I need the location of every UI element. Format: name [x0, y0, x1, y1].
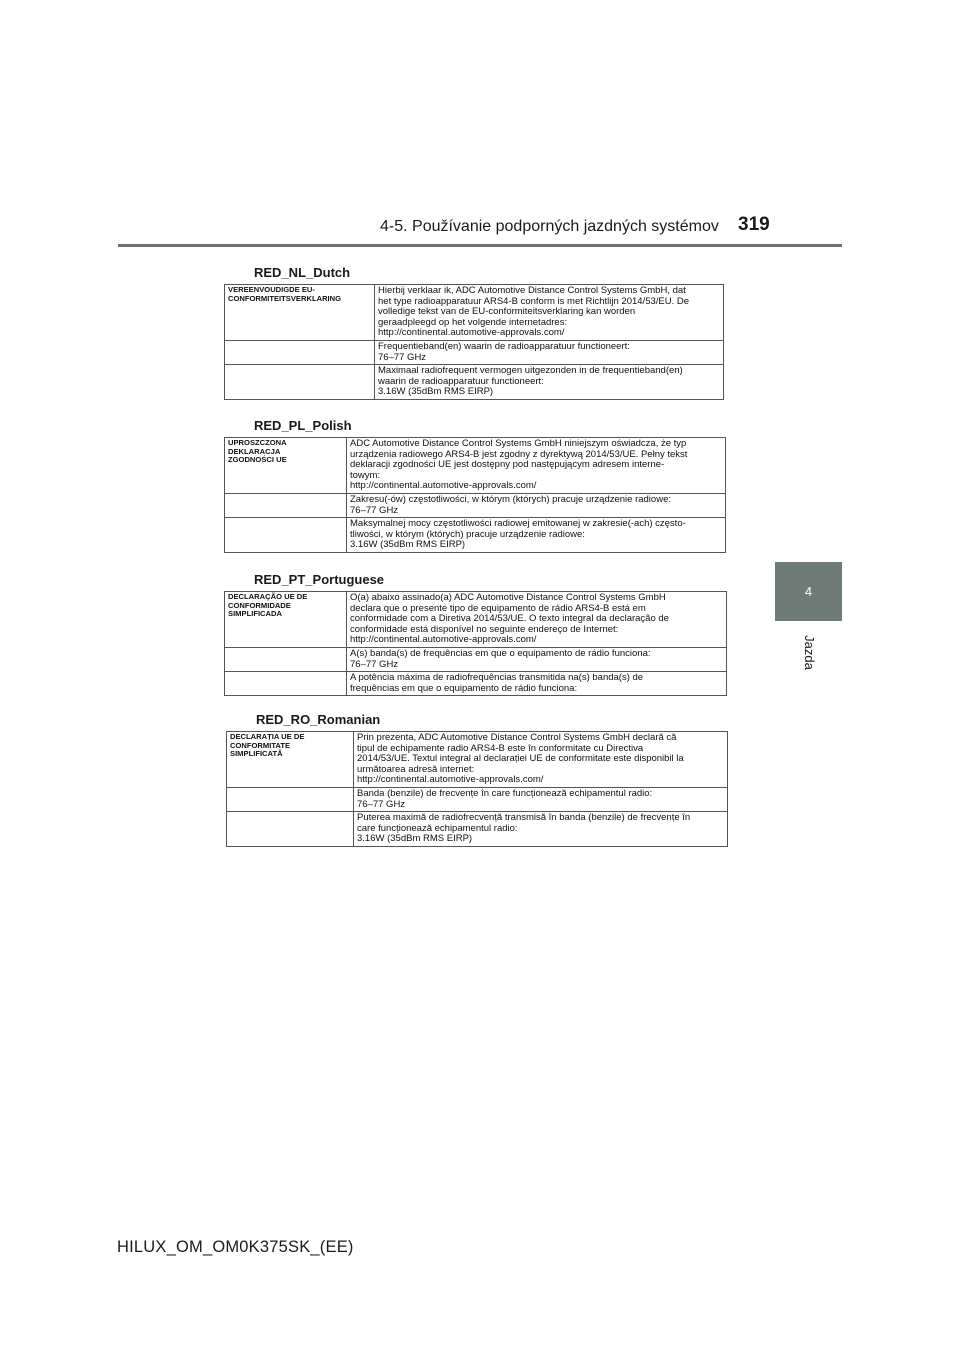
text-line: care funcționează echipamentul radio: [357, 822, 518, 834]
table-row [227, 787, 728, 811]
label-line: CONFORMITEITSVERKLARING [228, 293, 342, 303]
label-line: CONFORMIDADE [228, 600, 291, 610]
page-number: 319 [738, 214, 770, 235]
chapter-label [776, 628, 842, 676]
frequency-band-cell [354, 787, 728, 811]
declaration-section-romanian [226, 713, 728, 847]
section-heading: RED_NL_Dutch [254, 265, 351, 280]
section-heading: RED_PL_Polish [254, 418, 352, 433]
declaration-text-cell [347, 592, 727, 648]
frequency-band-cell [347, 647, 727, 671]
text-line: 76–77 GHz [378, 351, 427, 363]
label-line: DECLARAÇÃO UE DE [228, 592, 308, 601]
section-heading: RED_RO_Romanian [256, 712, 381, 727]
table-row [225, 592, 727, 648]
declaration-section-portuguese [224, 573, 727, 696]
section-heading: RED_PT_Portuguese [254, 572, 385, 587]
empty-label-cell [227, 787, 354, 811]
text-line: http://continental.automotive-approvals.com/ [378, 327, 565, 339]
text-line: volledige tekst van de EU-conformiteitsverklaring kan worden [378, 306, 636, 318]
text-line: 76–77 GHz [350, 658, 399, 670]
max-power-cell [375, 365, 724, 400]
empty-label-cell [225, 518, 347, 553]
chapter-tab [775, 562, 842, 621]
frequency-band-cell [375, 340, 724, 364]
declaration-table [224, 437, 726, 553]
text-line: 3.16W (35dBm RMS EIRP) [378, 386, 494, 398]
text-line: geraadpleegd op het volgende internetadres: [378, 316, 568, 328]
max-power-cell [354, 812, 728, 847]
chapter-label-text: Jazda [801, 634, 817, 670]
text-line: 3.16W (35dBm RMS EIRP) [350, 539, 466, 551]
page-header-title: 4-5. Používanie podporných jazdných systémov [380, 218, 719, 235]
text-line: ADC Automotive Distance Control Systems GmbH niniejszym oświadcza, że typ [350, 438, 687, 449]
text-line: tliwości, w którym (których) pracuje urządzenie radiowe: [350, 528, 585, 540]
label-line: SIMPLIFICATĂ [230, 749, 283, 759]
declaration-section-dutch [224, 266, 724, 400]
text-line: Banda (benzile) de frecvențe în care funcționează echipamentul radio: [357, 787, 653, 799]
text-line: A(s) banda(s) de frequências em que o equipamento de rádio funciona: [350, 647, 651, 659]
declaration-text-cell [375, 285, 724, 341]
chapter-number: 4 [804, 584, 813, 599]
text-line: 76–77 GHz [357, 798, 406, 810]
declaration-section-polish [224, 419, 726, 553]
empty-label-cell [225, 672, 347, 696]
max-power-cell [347, 518, 726, 553]
text-line: următoarea adresă internet: [357, 763, 475, 775]
declaration-text-cell [354, 732, 728, 788]
label-line: ZGODNOŚCI UE [228, 455, 287, 465]
text-line: Zakresu(-ów) częstotliwości, w którym (których) pracuje urządzenie radiowe: [350, 493, 671, 505]
text-line: http://continental.automotive-approvals.com/ [350, 634, 537, 646]
table-row [225, 365, 724, 400]
header-divider [118, 244, 842, 247]
text-line: Hierbij verklaar ik, ADC Automotive Distance Control Systems GmbH, dat [378, 285, 686, 296]
frequency-band-cell [347, 493, 726, 517]
empty-label-cell [225, 365, 375, 400]
declaration-text-cell [347, 438, 726, 494]
text-line: urządzenia radiowego ARS4-B jest zgodny z dyrektywą 2014/53/UE. Pełny tekst [350, 448, 688, 460]
text-line: 2014/53/UE. Textul integral al declarației UE de conformitate este disponibil la [357, 753, 684, 765]
label-line: DECLARAȚIA UE DE [230, 732, 305, 741]
text-line: Prin prezenta, ADC Automotive Distance Control Systems GmbH declară că [357, 732, 677, 743]
declaration-label-cell [227, 732, 354, 788]
text-line: http://continental.automotive-approvals.com/ [350, 480, 537, 492]
empty-label-cell [225, 340, 375, 364]
declaration-label-cell [225, 438, 347, 494]
text-line: waarin de radioapparatuur functioneert: [378, 375, 544, 387]
text-line: O(a) abaixo assinado(a) ADC Automotive Distance Control Systems GmbH [350, 592, 666, 603]
text-line: A potência máxima de radiofrequências transmitida na(s) banda(s) de [350, 672, 644, 684]
empty-label-cell [225, 493, 347, 517]
label-line: VEREENVOUDIGDE EU- [228, 285, 315, 294]
text-line: frequências em que o equipamento de rádio funciona: [350, 682, 578, 694]
declaration-table [224, 591, 727, 696]
text-line: conformidade está disponível no seguinte endereço de Internet: [350, 623, 619, 635]
empty-label-cell [227, 812, 354, 847]
text-line: Maximaal radiofrequent vermogen uitgezonden in de frequentieband(en) [378, 365, 683, 377]
text-line: 3.16W (35dBm RMS EIRP) [357, 833, 473, 845]
table-row [227, 732, 728, 788]
max-power-cell [347, 672, 727, 696]
declaration-label-cell [225, 592, 347, 648]
text-line: declara que o presente tipo de equipamento de rádio ARS4-B está em [350, 602, 646, 614]
label-line: SIMPLIFICADA [228, 609, 282, 619]
text-line: Maksymalnej mocy częstotliwości radiowej emitowanej w zakresie(-ach) często- [350, 518, 686, 530]
table-row [227, 812, 728, 847]
text-line: Puterea maximă de radiofrecvență transmisă în banda (benzile) de frecvențe în [357, 812, 691, 824]
text-line: het type radioapparatuur ARS4-B conform is met Richtlijn 2014/53/EU. De [378, 295, 690, 307]
table-row [225, 438, 726, 494]
empty-label-cell [225, 647, 347, 671]
document-code: HILUX_OM_OM0K375SK_(EE) [117, 1238, 354, 1256]
text-line: http://continental.automotive-approvals.com/ [357, 774, 544, 786]
text-line: deklaracji zgodności UE jest dostępny pod następującym adresem interne- [350, 459, 665, 471]
declaration-label-cell [225, 285, 375, 341]
text-line: 76–77 GHz [350, 504, 399, 516]
text-line: Frequentieband(en) waarin de radioapparatuur functioneert: [378, 340, 630, 352]
table-row [225, 647, 727, 671]
label-line: CONFORMITATE [230, 740, 291, 750]
declaration-table [226, 731, 728, 847]
declaration-table [224, 284, 724, 400]
text-line: towym: [350, 469, 381, 481]
text-line: tipul de echipamente radio ARS4-B este în conformitate cu Directiva [357, 742, 644, 754]
table-row [225, 518, 726, 553]
text-line: conformidade com a Diretiva 2014/53/UE. O texto integral da declaração de [350, 613, 669, 625]
table-row [225, 285, 724, 341]
table-row [225, 340, 724, 364]
table-row [225, 672, 727, 696]
label-line: UPROSZCZONA [228, 438, 287, 447]
label-line: DEKLARACJA [228, 446, 281, 456]
table-row [225, 493, 726, 517]
